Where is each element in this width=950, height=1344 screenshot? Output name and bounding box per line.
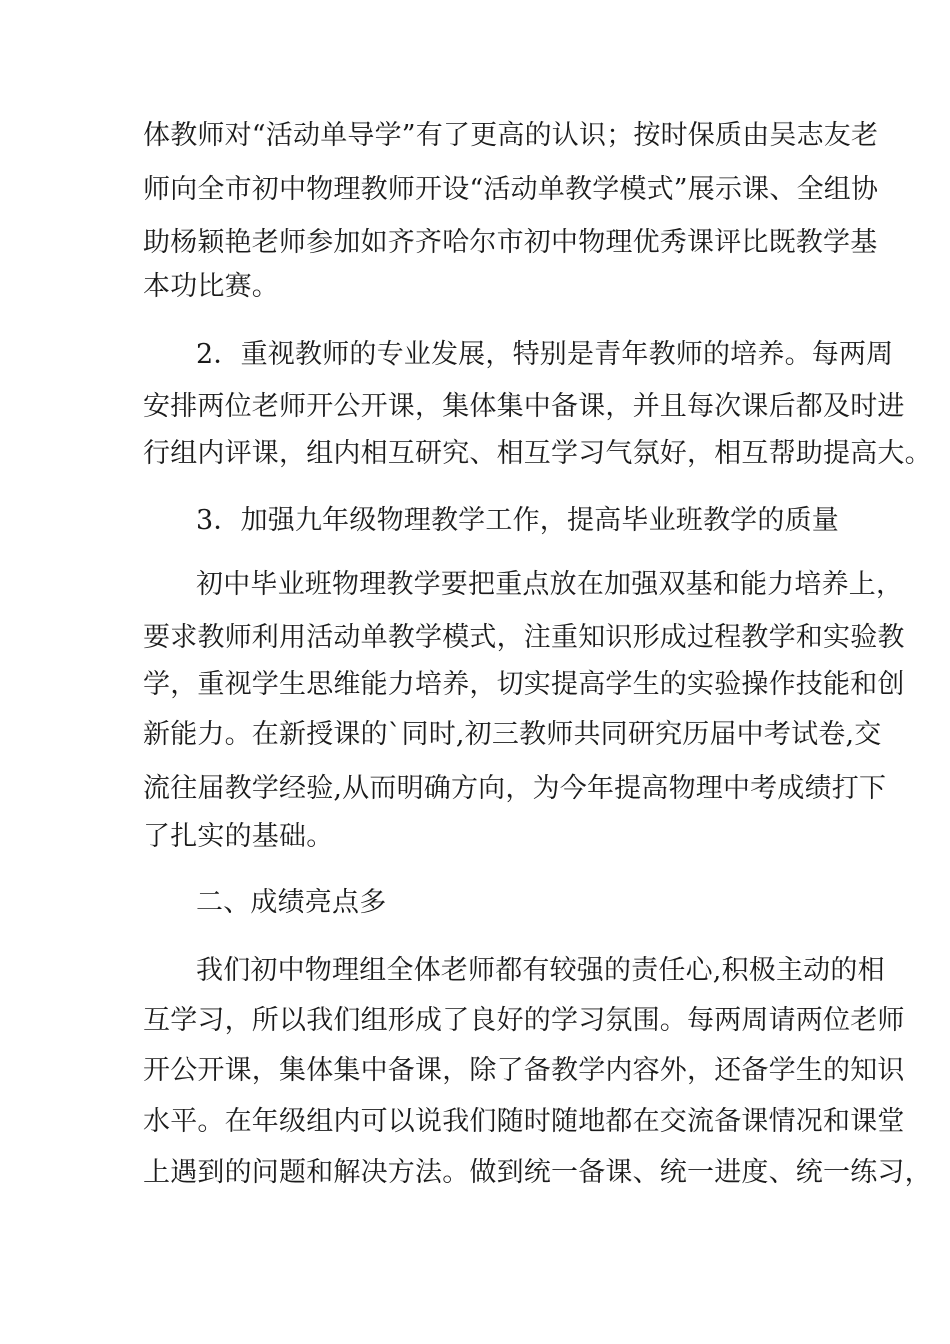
text-line: 新能力。在新授课的`同时,初三教师共同研究历届中考试卷,交 (143, 719, 882, 750)
text-line: 要求教师利用活动单教学模式，注重知识形成过程教学和实验教 (143, 622, 905, 653)
text-line: 了扎实的基础。 (143, 821, 334, 852)
section-heading: 二、成绩亮点多 (196, 887, 387, 918)
text-line: 行组内评课，组内相互研究、相互学习气氛好，相互帮助提高大。 (143, 438, 932, 469)
text-line: 本功比赛。 (143, 271, 279, 302)
text-line: 初中毕业班物理教学要把重点放在加强双基和能力培养上， (196, 569, 904, 600)
text-line: 体教师对“活动单导学”有了更高的认识；按时保质由吴志友老 (143, 120, 879, 151)
text-line: 学，重视学生思维能力培养，切实提高学生的实验操作技能和创 (143, 669, 905, 700)
text-line: 流往届教学经验,从而明确方向，为今年提高物理中考成绩打下 (143, 773, 887, 804)
text-line: 水平。在年级组内可以说我们随时随地都在交流备课情况和课堂 (143, 1106, 905, 1137)
section-heading: 3．加强九年级物理教学工作，提高毕业班教学的质量 (196, 505, 839, 536)
text-line: 我们初中物理组全体老师都有较强的责任心,积极主动的相 (196, 955, 885, 986)
text-line: 师向全市初中物理教师开设“活动单教学模式”展示课、全组协 (143, 174, 879, 205)
text-line: 2．重视教师的专业发展，特别是青年教师的培养。每两周 (196, 339, 894, 370)
text-line: 安排两位老师开公开课，集体集中备课，并且每次课后都及时进 (143, 391, 905, 422)
text-line: 上遇到的问题和解决方法。做到统一备课、统一进度、统一练习， (143, 1157, 932, 1188)
text-line: 互学习，所以我们组形成了良好的学习氛围。每两周请两位老师 (143, 1005, 905, 1036)
text-line: 助杨颖艳老师参加如齐齐哈尔市初中物理优秀课评比既教学基 (143, 227, 878, 258)
text-line: 开公开课，集体集中备课，除了备教学内容外，还备学生的知识 (143, 1055, 905, 1086)
